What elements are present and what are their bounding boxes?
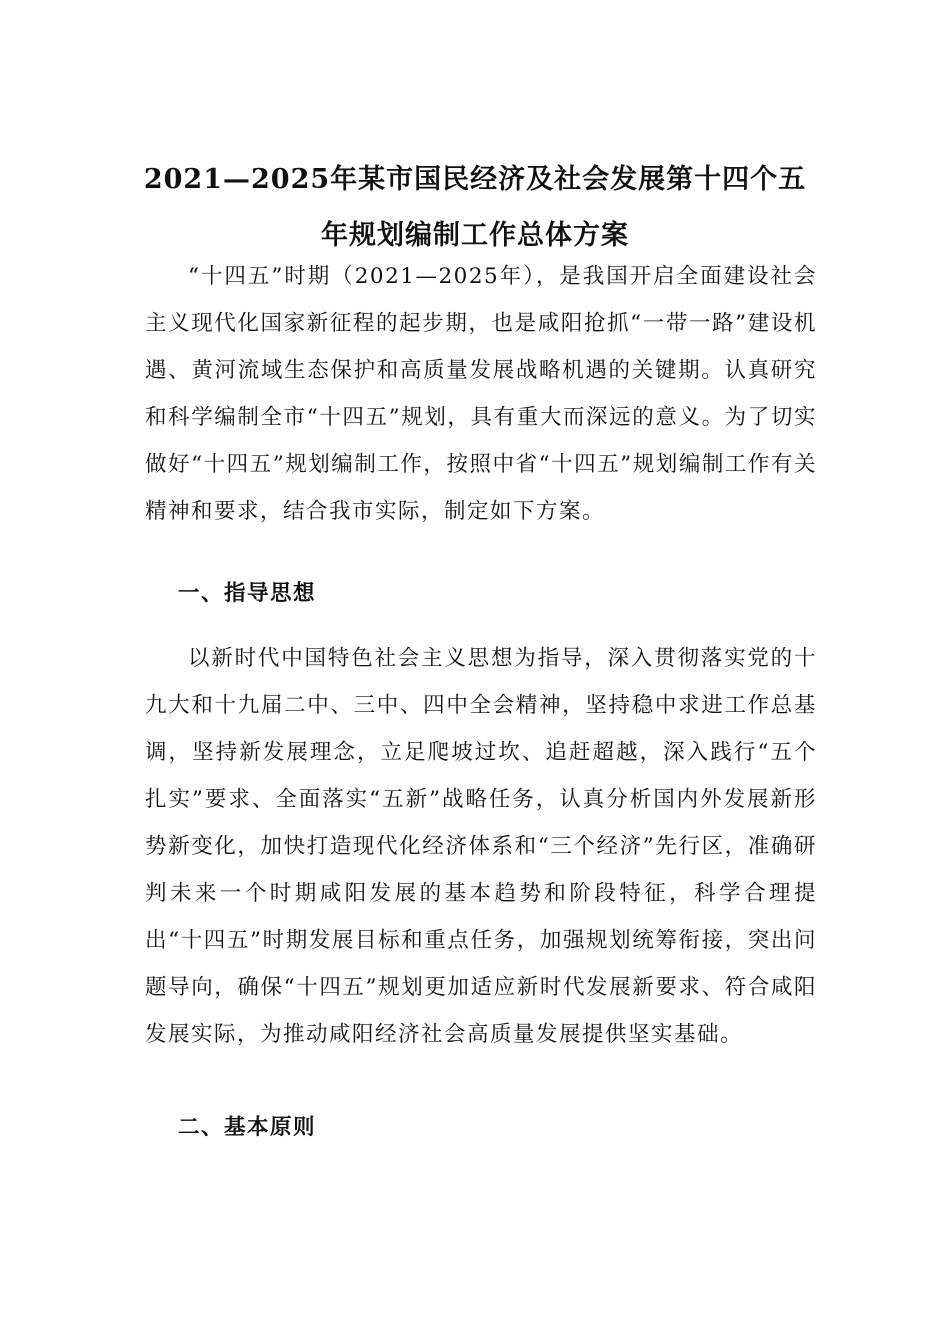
title-line-2: 年规划编制工作总体方案 [321, 220, 629, 252]
title-line-1: 2021—2025年某市国民经济及社会发展第十四个五 [143, 164, 807, 196]
document-title [120, 152, 830, 264]
section-heading-guiding-ideology: 一、指导思想 [178, 581, 317, 606]
guiding-ideology-paragraph: 以新时代中国特色社会主义思想为指导，深入贯彻落实党的十九大和十九届二中、三中、四中全会精神，坚持稳中求进工作总基调，坚持新发展理念，立足爬坡过坎、追赶超越，深入践行“五个扎实”要求、全面落实“五新”战略任务，认真分析国内外发展新形势新变化，加快打造现代化经济体系和“三个经济”先行区，准确研判未来一个时期咸阳发展的基本趋势和阶段特征，科学合理提出“十四五”时期发展目标和重点任务，加强规划统筹衔接，突出问题导向，确保“十四五”规划更加适应新时代发展新要求、符合咸阳发展实际，为推动咸阳经济社会高质量发展提供坚实基础。 [145, 646, 817, 1047]
intro-paragraph: “十四五”时期（2021—2025年），是我国开启全面建设社会主义现代化国家新征程的起步期，也是咸阳抢抓“一带一路”建设机遇、黄河流域生态保护和高质量发展战略机遇的关键期。认真研究和科学编制全市“十四五”规划，具有重大而深远的意义。为了切实做好“十四五”规划编制工作，按照中省“十四五”规划编制工作有关精神和要求，结合我市实际，制定如下方案。 [145, 264, 817, 524]
section-heading-basic-principles: 二、基本原则 [178, 1115, 317, 1140]
